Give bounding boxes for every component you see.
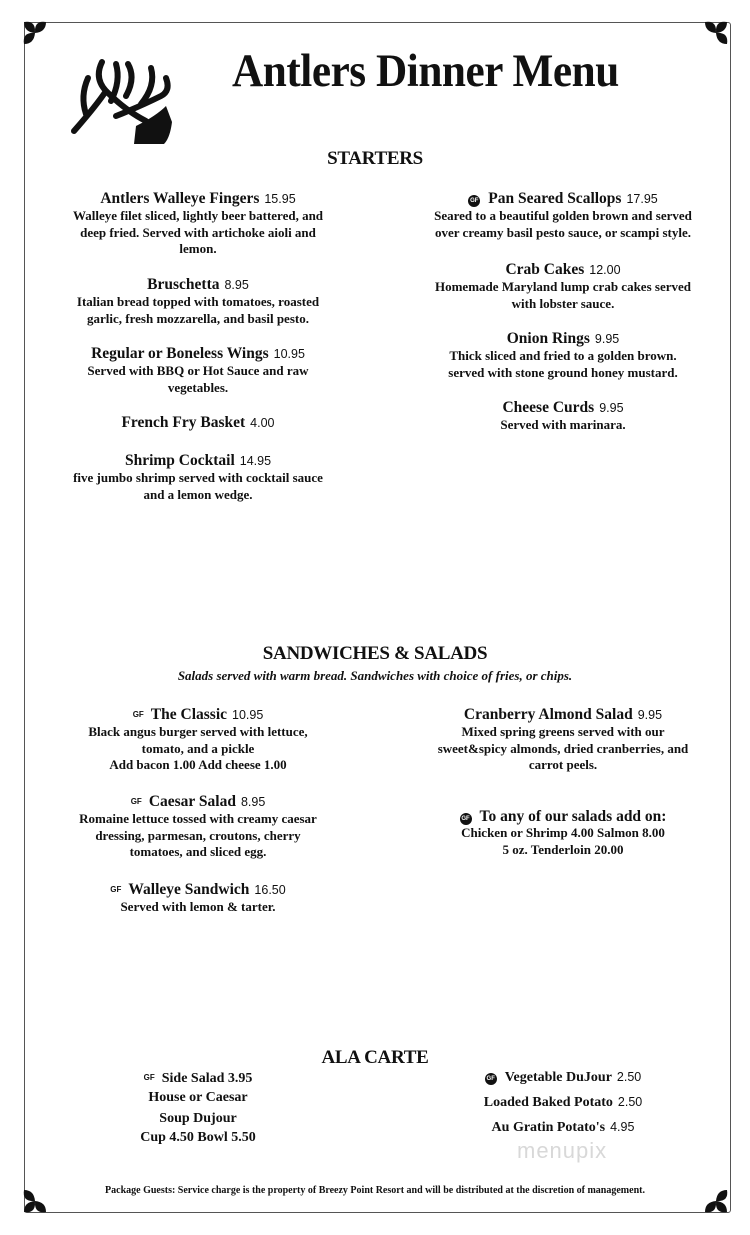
item-name-line xyxy=(393,330,733,348)
item-name-line xyxy=(393,1094,733,1111)
item-price: 15.95 xyxy=(264,192,296,206)
item-description: Served with marinara. xyxy=(500,417,626,432)
item-price: 8.95 xyxy=(240,795,266,809)
item-name-line xyxy=(28,1069,368,1087)
menu-item xyxy=(393,261,733,312)
item-description: over creamy basil pesto sauce, or scampi style. xyxy=(435,224,691,240)
item-name-line xyxy=(28,414,368,432)
item-name: Cranberry Almond Salad xyxy=(463,706,633,723)
antlers-logo-icon xyxy=(66,56,184,146)
menu-item xyxy=(393,190,733,241)
item-name-line xyxy=(28,1110,368,1127)
item-description: Walleye filet sliced, lightly beer battered, and xyxy=(72,208,324,223)
menu-item xyxy=(28,1110,368,1149)
item-price: 2.50 xyxy=(617,1095,643,1109)
item-name: Caesar Salad xyxy=(148,793,236,810)
item-description: served with stone ground honey mustard. xyxy=(448,364,678,380)
item-name-line xyxy=(28,452,368,470)
item-price: 4.95 xyxy=(610,1120,635,1134)
item-name-line xyxy=(393,706,733,724)
item-name: Cheese Curds xyxy=(502,399,595,416)
item-name-line xyxy=(28,706,368,724)
section-heading: STARTERS xyxy=(327,148,423,169)
item-description: Black angus burger served with lettuce, xyxy=(88,724,308,739)
item-name-line xyxy=(28,276,368,294)
item-name: Antlers Walleye Fingers xyxy=(100,190,260,207)
item-price: 14.95 xyxy=(239,454,272,468)
menu-item xyxy=(28,1069,368,1109)
item-description: garlic, fresh mozzarella, and basil pesto. xyxy=(87,310,309,326)
item-name: Walleye Sandwich xyxy=(128,881,250,898)
item-description: Chicken or Shrimp 4.00 Salmon 8.00 xyxy=(461,825,665,840)
gluten-free-icon: GF xyxy=(110,885,122,894)
item-description: Served with BBQ or Hot Sauce and raw xyxy=(87,363,309,378)
item-name-line xyxy=(393,808,733,825)
item-description: Romaine lettuce tossed with creamy caesar xyxy=(79,811,317,826)
item-name: Bruschetta xyxy=(147,276,220,293)
menu-item xyxy=(28,452,368,503)
item-price: 16.50 xyxy=(254,883,286,897)
item-name-line xyxy=(28,190,368,208)
menu-item xyxy=(28,414,368,432)
item-name: Onion Rings xyxy=(506,330,590,347)
item-description: five jumbo shrimp served with cocktail sauce xyxy=(73,470,323,485)
item-name: Regular or Boneless Wings xyxy=(91,345,269,362)
item-name-line xyxy=(393,261,733,279)
gluten-free-icon: GF xyxy=(485,1073,497,1085)
item-name: Shrimp Cocktail xyxy=(124,452,235,469)
menu-item xyxy=(28,793,368,861)
item-name: Side Salad 3.95 xyxy=(161,1071,253,1086)
item-price: 9.95 xyxy=(594,332,620,346)
item-name: French Fry Basket xyxy=(121,414,246,431)
item-description: sweet&spicy almonds, dried cranberries, and xyxy=(437,740,689,756)
gluten-free-icon: GF xyxy=(460,813,472,825)
item-name-line xyxy=(28,881,368,899)
menu-item xyxy=(393,1094,733,1111)
item-name: To any of our salads add on: xyxy=(479,808,667,825)
item-description: 5 oz. Tenderloin 20.00 xyxy=(502,841,624,857)
page-title: Antlers Dinner Menu xyxy=(232,45,619,97)
item-description: lemon. xyxy=(179,241,217,256)
menu-item xyxy=(28,881,368,916)
item-description: and a lemon wedge. xyxy=(143,486,253,502)
item-name: Au Gratin Potato's xyxy=(491,1120,606,1135)
item-price: 8.95 xyxy=(224,278,249,292)
item-description: tomato, and a pickle xyxy=(141,740,255,756)
item-name-line xyxy=(393,190,733,208)
item-price: 9.95 xyxy=(637,708,663,722)
footer-note: Package Guests: Service charge is the property of Breezy Point Resort and will be distributed at the discretion of management. xyxy=(105,1185,645,1196)
corner-ornament-icon xyxy=(22,20,48,46)
gluten-free-icon: GF xyxy=(132,710,144,719)
item-price: 4.00 xyxy=(250,416,275,430)
item-price: 17.95 xyxy=(626,192,658,206)
item-description: carrot peels. xyxy=(528,757,598,772)
item-name: Soup Dujour xyxy=(159,1111,237,1126)
item-description: House or Caesar xyxy=(148,1090,248,1105)
item-description: Thick sliced and fried to a golden brown. xyxy=(449,348,677,363)
item-name-line xyxy=(393,399,733,417)
menu-item xyxy=(28,190,368,258)
item-name-line xyxy=(28,345,368,363)
item-description: Mixed spring greens served with our xyxy=(461,724,665,739)
section-heading: SANDWICHES & SALADS xyxy=(262,643,488,664)
menu-item xyxy=(393,808,733,858)
item-description: dressing, parmesan, croutons, cherry xyxy=(95,827,301,843)
item-price: 10.95 xyxy=(232,708,264,722)
menu-item xyxy=(393,1069,733,1086)
corner-ornament-icon xyxy=(703,20,729,46)
item-name: Pan Seared Scallops xyxy=(488,190,622,207)
menu-item xyxy=(28,345,368,396)
item-description: with lobster sauce. xyxy=(511,295,615,311)
item-name-line xyxy=(393,1119,733,1136)
item-price: 10.95 xyxy=(273,347,305,361)
item-name: Vegetable DuJour xyxy=(504,1070,612,1085)
section-subtitle: Salads served with warm bread. Sandwiches with choice of fries, or chips. xyxy=(177,668,573,683)
menu-item xyxy=(393,706,733,774)
menu-item xyxy=(28,706,368,774)
item-description: tomatoes, and sliced egg. xyxy=(129,844,267,859)
item-price: 9.95 xyxy=(599,401,624,415)
item-description: Cup 4.50 Bowl 5.50 xyxy=(140,1130,256,1145)
item-price: 2.50 xyxy=(616,1070,642,1084)
item-name-line xyxy=(393,1069,733,1086)
item-description: Seared to a beautiful golden brown and served xyxy=(434,208,692,223)
menu-item xyxy=(393,330,733,381)
watermark: menupix xyxy=(517,1138,608,1163)
gluten-free-icon: GF xyxy=(468,195,480,207)
item-name: Loaded Baked Potato xyxy=(483,1095,613,1110)
item-description: Add bacon 1.00 Add cheese 1.00 xyxy=(109,757,287,772)
item-description: Homemade Maryland lump crab cakes served xyxy=(434,279,691,294)
item-price: 12.00 xyxy=(589,263,621,277)
item-description: Italian bread topped with tomatoes, roasted xyxy=(76,294,320,309)
item-name: The Classic xyxy=(150,706,228,723)
gluten-free-icon: GF xyxy=(130,797,142,806)
section-heading: ALA CARTE xyxy=(321,1047,429,1068)
item-description: Served with lemon & tarter. xyxy=(120,899,276,914)
gluten-free-icon: GF xyxy=(143,1073,155,1082)
item-name: Crab Cakes xyxy=(505,261,585,278)
menu-item xyxy=(28,276,368,327)
item-description: deep fried. Served with artichoke aioli and xyxy=(80,224,316,240)
item-name-line xyxy=(28,793,368,811)
item-description: vegetables. xyxy=(167,379,229,395)
menu-item xyxy=(393,399,733,434)
menu-item xyxy=(393,1119,733,1136)
